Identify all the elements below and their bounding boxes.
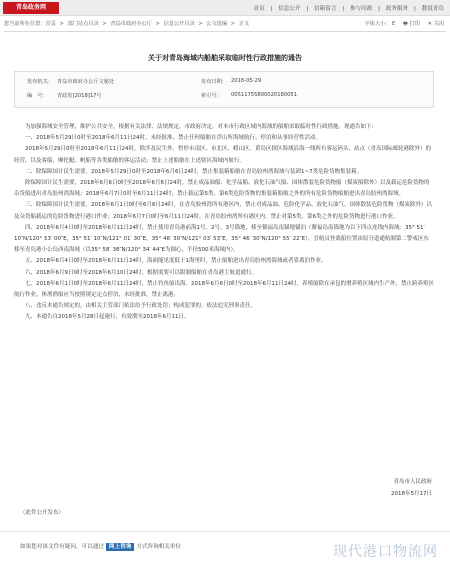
- paragraph: 二、除保障国计民生需要，2018年5月29日0时至2018年6月6日24时，禁止集装箱船舶在青岛胶州湾海域与装卸1~7类危险货物集装箱。: [25, 168, 363, 175]
- nav-link-home[interactable]: 首页: [253, 6, 265, 12]
- paragraph: 2018年5月29日0时至2018年6月11日24时，除涉及民生外，暂停市南区、市北区、崂山区、黄岛区辖区海域沿海一线所有客运码头、站点（青岛国际邮轮港除外）的经营，以及客船、摩托艇、帆船等各类船舶的客运活动；禁止上述船舶在上述辖区海域内航行。: [14, 146, 431, 164]
- signature-org: 青岛市人民政府: [393, 479, 432, 485]
- page-utilities: [364, 20, 444, 29]
- paragraph: 七、2018年6月1日0时至2018年6月11日24时，禁止钓鱼船出海。2018年6月6日0时至2018年6月11日24时，养殖船除在承包的增养殖区域内生产外，禁止跨养殖区航行作业，休渔渔船应当按照规定定点停泊，未经批准，禁止离港。: [14, 280, 434, 299]
- paragraph: 四、2018年6月4日0时至2018年6月11日24时，禁止使用青岛港前海1号、2号、3号锚地，移至鳌福岛南锚地锚泊（鳌福岛南锚地为以下四点连线内海域：35° 51′ 10″N/120° 53′ 00″E，35° 51′ 10″N/121° 01′ 30″E，35° 46′ 30″N/121° 03′ 53″E，35° 46′ 30″N/120° 55′ 22″E）。引航员登离船位置由原分道通航制第二警戒区东移至青岛港小公岛西南海域（以35° 58′ 38″N/120° 34′ 44″E为圆心，半径500米海域内）。: [14, 224, 429, 254]
- nav-link-services[interactable]: 政务服务: [385, 6, 409, 12]
- breadcrumb-item[interactable]: 信息公开目录: [163, 21, 195, 27]
- signature-block: [391, 476, 432, 500]
- paragraph: 五、2018年6月4日0时至2018年6月11日24时，海面能见度低于1海里时，禁止船舶进出青岛胶州湾海域或者靠离泊作业。: [25, 258, 327, 265]
- divider: [4, 31, 446, 32]
- breadcrumb: 您当前所在位置：首页 > 部门站点目录 > 青岛市政府办公厅 > 信息公开目录 > 公文选编 > 正文: [4, 21, 250, 27]
- online-consult-button[interactable]: 网上咨询: [106, 543, 134, 551]
- date-label: 发布日期：: [201, 79, 227, 85]
- nav-link-data[interactable]: 数说青岛: [421, 6, 444, 12]
- watermark: 现代港口物流网: [333, 544, 438, 560]
- breadcrumb-item[interactable]: 公文选编: [206, 21, 228, 27]
- signature-date: 2018年5月17日: [391, 491, 432, 497]
- top-nav: 首页 | 信息公开 | 信箱留言 | 参与问政 | 政务服务 | 数说青岛: [253, 6, 444, 12]
- page-title: 关于对青岛海域内船舶采取临时性行政措施的通告: [148, 54, 302, 62]
- print-button[interactable]: 打印: [409, 21, 420, 27]
- date-value: 2018-05-29: [231, 78, 262, 84]
- paragraph: 六、2018年6月9日0时至2018年6月10日24时，根据需要可以限制船舶在青岛港主航道通行。: [25, 269, 257, 276]
- index-label: 索引号：: [201, 93, 222, 99]
- consult-note: 如果您对该文件有疑问，可以通过 网上咨询 方式咨询相关单位: [20, 544, 182, 550]
- site-logo[interactable]: 青岛政务网: [3, 2, 59, 14]
- close-button[interactable]: 关闭: [433, 21, 444, 27]
- number-value: 青政发[2018]17号: [57, 93, 102, 99]
- print-icon: 🖶: [402, 21, 408, 27]
- paragraph: 九、本通告自2018年5月28日起施行，有效期至2018年6月11日。: [25, 314, 190, 321]
- breadcrumb-item[interactable]: 青岛市政府办公厅: [110, 21, 152, 27]
- article-body: [14, 122, 434, 324]
- font-size-toggle[interactable]: E: [392, 21, 396, 27]
- document-meta: [14, 71, 434, 108]
- nav-link-participate[interactable]: 参与问政: [349, 6, 373, 12]
- nav-link-info[interactable]: 信息公开: [278, 6, 301, 12]
- paragraph: 为加强海域安全管理，维护公共安全，根据有关法律、法规规定，市政府决定，对本市行政区域内海域的船舶采取临时性行政措施。现通告如下：: [25, 124, 378, 130]
- issuer-label: 发布机关：: [27, 79, 53, 85]
- breadcrumb-current: 正文: [238, 21, 250, 27]
- paragraph: 三、除保障国计民生需要，2018年6月1日0时至6月6日24时，在青岛胶州湾所有港区内，禁止对成品油、危险化学品、液化石油气、国体散装危险货物（煤炭除外）以及杂货船载运的危险货物进行港口作业；2018年6月7日0时至6月11日24时，在青岛胶州湾所有港区内，禁止对第5类、第6类之外的危险货物进行港口作业。: [14, 202, 432, 220]
- publication-note: （此件公开发布）: [20, 510, 65, 516]
- number-label: 编 号：: [27, 93, 48, 99]
- close-icon: ✕: [427, 21, 432, 27]
- nav-link-mailbox[interactable]: 信箱留言: [314, 6, 337, 12]
- paragraph: 一、2018年5月29日0时至2018年6月11日24时，未经批准，禁止任何船舶在浮山所海域航行、停泊和从事经营性活动。: [25, 135, 321, 142]
- paragraph: 八、违反本通告规定的，由相关主管部门依法给予行政处罚；构成犯罪的，依法追究刑事责任。: [25, 303, 257, 310]
- font-size-label: 字体大小：: [364, 21, 391, 27]
- issuer-value: 青岛市政府办公厅文秘处: [57, 79, 115, 85]
- index-value: 00511755800020180051: [231, 92, 298, 98]
- breadcrumb-item[interactable]: 您当前所在位置：首页: [4, 21, 56, 27]
- breadcrumb-item[interactable]: 部门站点目录: [67, 21, 99, 27]
- top-bar: [0, 0, 450, 16]
- paragraph: 除保障国计民生需要，2018年6月6日0时至2018年6月6日24时，禁止成品油船、化学品船、液化石油气船、国体散装危险货物船（煤炭船除外）以及载运危险货物的杂货船进出青岛胶州湾海域；2018年6月7日0时至6月11日24时，禁止载运第5类、第6类危险货物的集装箱船舶之外的所有危险货物船舶进出青岛胶州湾海域。: [14, 180, 430, 198]
